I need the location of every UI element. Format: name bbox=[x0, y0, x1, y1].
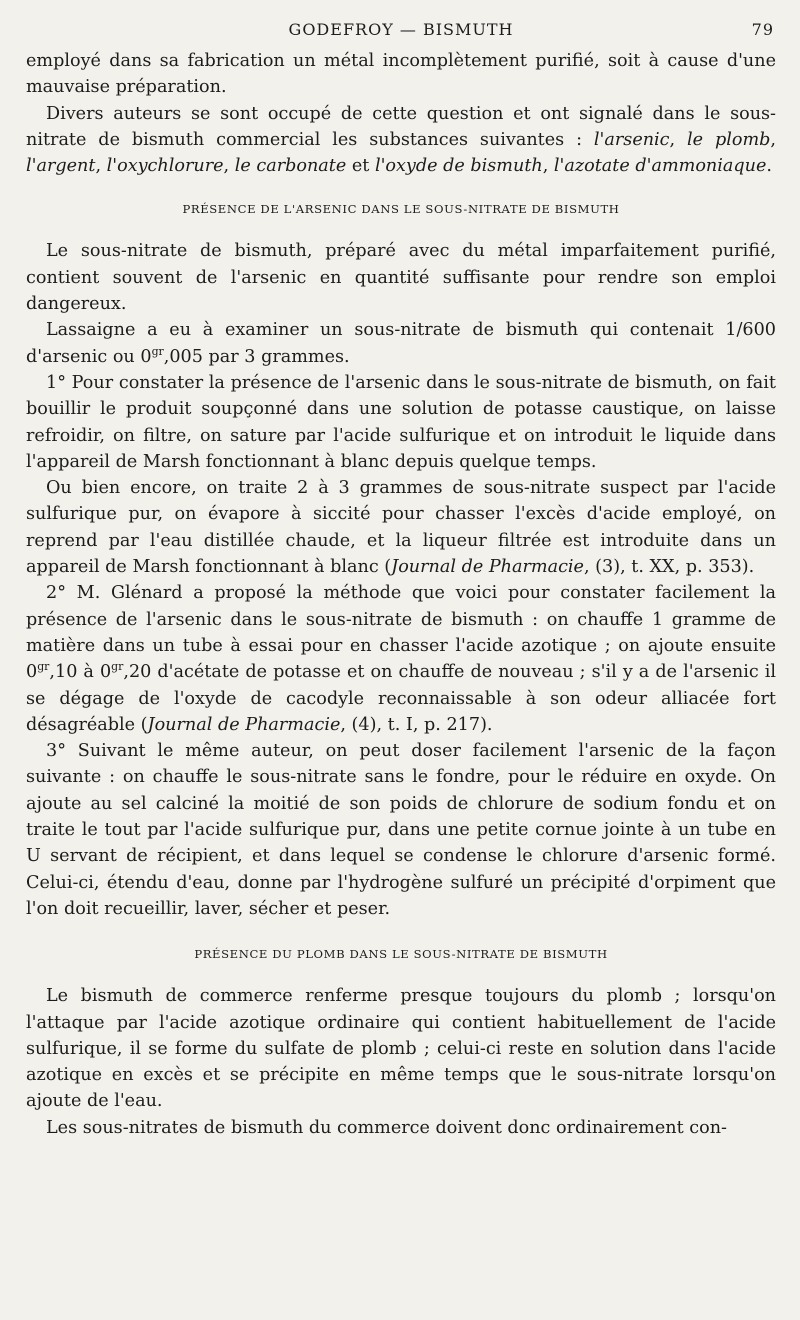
paragraph-arsenic-intro: Le sous-nitrate de bismuth, préparé avec du métal imparfaitement purifié, contient souvent de l'arsenic en quantité suffisante pour rendre son emploi dangereux. bbox=[26, 241, 776, 315]
section-heading-plomb: PRÉSENCE DU PLOMB DANS LE SOUS-NITRATE DE BISMUTH bbox=[194, 947, 608, 962]
paragraph-method-3: 3° Suivant le même auteur, on peut doser facilement l'arsenic de la façon suivante : on chauffe le sous-nitrate sans le fondre, pour le réduire en oxyde. On ajoute au sel calciné la moitié de son poids de chlorure de sodium fondu et on traite le tout par l'acide sulfurique pur, dans une petite cornue jointe à un tube en U servant de récipient, et dans lequel se condense le chlorure d'arsenic formé. Celui-ci, étendu d'eau, donne par l'hydrogène sulfuré un précipité d'orpiment que l'on doit recueillir, laver, sécher et peser. bbox=[26, 741, 776, 919]
paragraph-plomb-intro: Le bismuth de commerce renferme presque toujours du plomb ; lorsqu'on l'attaque par l'acide azotique ordinaire qui contient habituellement de l'acide sulfurique, il se forme du sulfate de plomb ; celui-ci reste en solution dans l'acide azotique en excès et se précipite en même temps que le sous-nitrate lorsqu'on ajoute de l'eau. bbox=[26, 986, 776, 1112]
paragraph-method-2: 2° M. Glénard a proposé la méthode que voici pour constater facilement la présence de l'arsenic dans le sous-nitrate de bismuth : on chauffe 1 gramme de matière dans un tube à essai pour en chasser l'acide azotique ; on ajoute ensuite $0^{gr},10$ à $0^{gr},20$ d'acétate de potasse et on chauffe de nouveau ; s'il y a de l'arsenic il se dégage de l'oxyde de cacodyle reconnaissable à son odeur alliacée fort désagréable (Journal de Pharmacie, (4), t. I, p. 217). bbox=[26, 583, 776, 735]
running-header bbox=[26, 18, 776, 48]
paragraph-plomb-conclusion: Les sous-nitrates de bismuth du commerce doivent donc ordinairement con- bbox=[46, 1117, 727, 1138]
running-title: GODEFROY — BISMUTH bbox=[288, 20, 514, 39]
term-plomb: le plomb bbox=[687, 129, 771, 150]
term-azotate: l'azotate d'ammoniaque bbox=[553, 156, 767, 177]
paragraph-method-1: 1° Pour constater la présence de l'arsenic dans le sous-nitrate de bismuth, on fait bouillir le produit soupçonné dans une solution de potasse caustique, on laisse refroidir, on filtre, on sature par l'acide sulfurique et on introduit le liquide dans l'appareil de Marsh fonctionnant à blanc depuis quelque temps. bbox=[26, 372, 776, 472]
term-carbonate: le carbonate bbox=[234, 156, 347, 177]
paragraph-continuation: employé dans sa fabrication un métal incomplètement purifié, soit à cause d'une mauvaise préparation. bbox=[26, 51, 776, 98]
paragraph-substances: Divers auteurs se sont occupé de cette question et ont signalé dans le sous-nitrate de bismuth commercial les substances suivantes : l'arsenic, le plomb, l'argent, l'oxychlorure, le carbonate et l'oxyde de bismuth, l'azotate d'ammoniaque. bbox=[26, 103, 777, 177]
term-arsenic: l'arsenic bbox=[593, 129, 670, 150]
term-oxychlorure: l'oxychlorure bbox=[106, 156, 224, 177]
paragraph-lassaigne: Lassaigne a eu à examiner un sous-nitrate de bismuth qui contenait 1/600 d'arsenic ou $0^{gr},005$ par 3 grammes. bbox=[26, 320, 776, 367]
journal-citation: Journal de Pharmacie bbox=[391, 557, 584, 578]
paragraph-method-1b: Ou bien encore, on traite 2 à 3 grammes de sous-nitrate suspect par l'acide sulfurique pur, on évapore à siccité pour chasser l'excès d'acide employé, on reprend par l'eau distillée chaude, et la liqueur filtrée est introduite dans un appareil de Marsh fonctionnant à blanc (Journal de Pharmacie, (3), t. XX, p. 353). bbox=[26, 478, 776, 578]
term-oxyde: l'oxyde de bismuth bbox=[374, 156, 543, 177]
page-number: 79 bbox=[751, 20, 774, 39]
journal-citation: Journal de Pharmacie bbox=[147, 714, 341, 735]
section-heading-arsenic: PRÉSENCE DE L'ARSENIC DANS LE SOUS-NITRATE DE BISMUTH bbox=[182, 202, 620, 217]
term-argent: l'argent bbox=[26, 156, 96, 177]
